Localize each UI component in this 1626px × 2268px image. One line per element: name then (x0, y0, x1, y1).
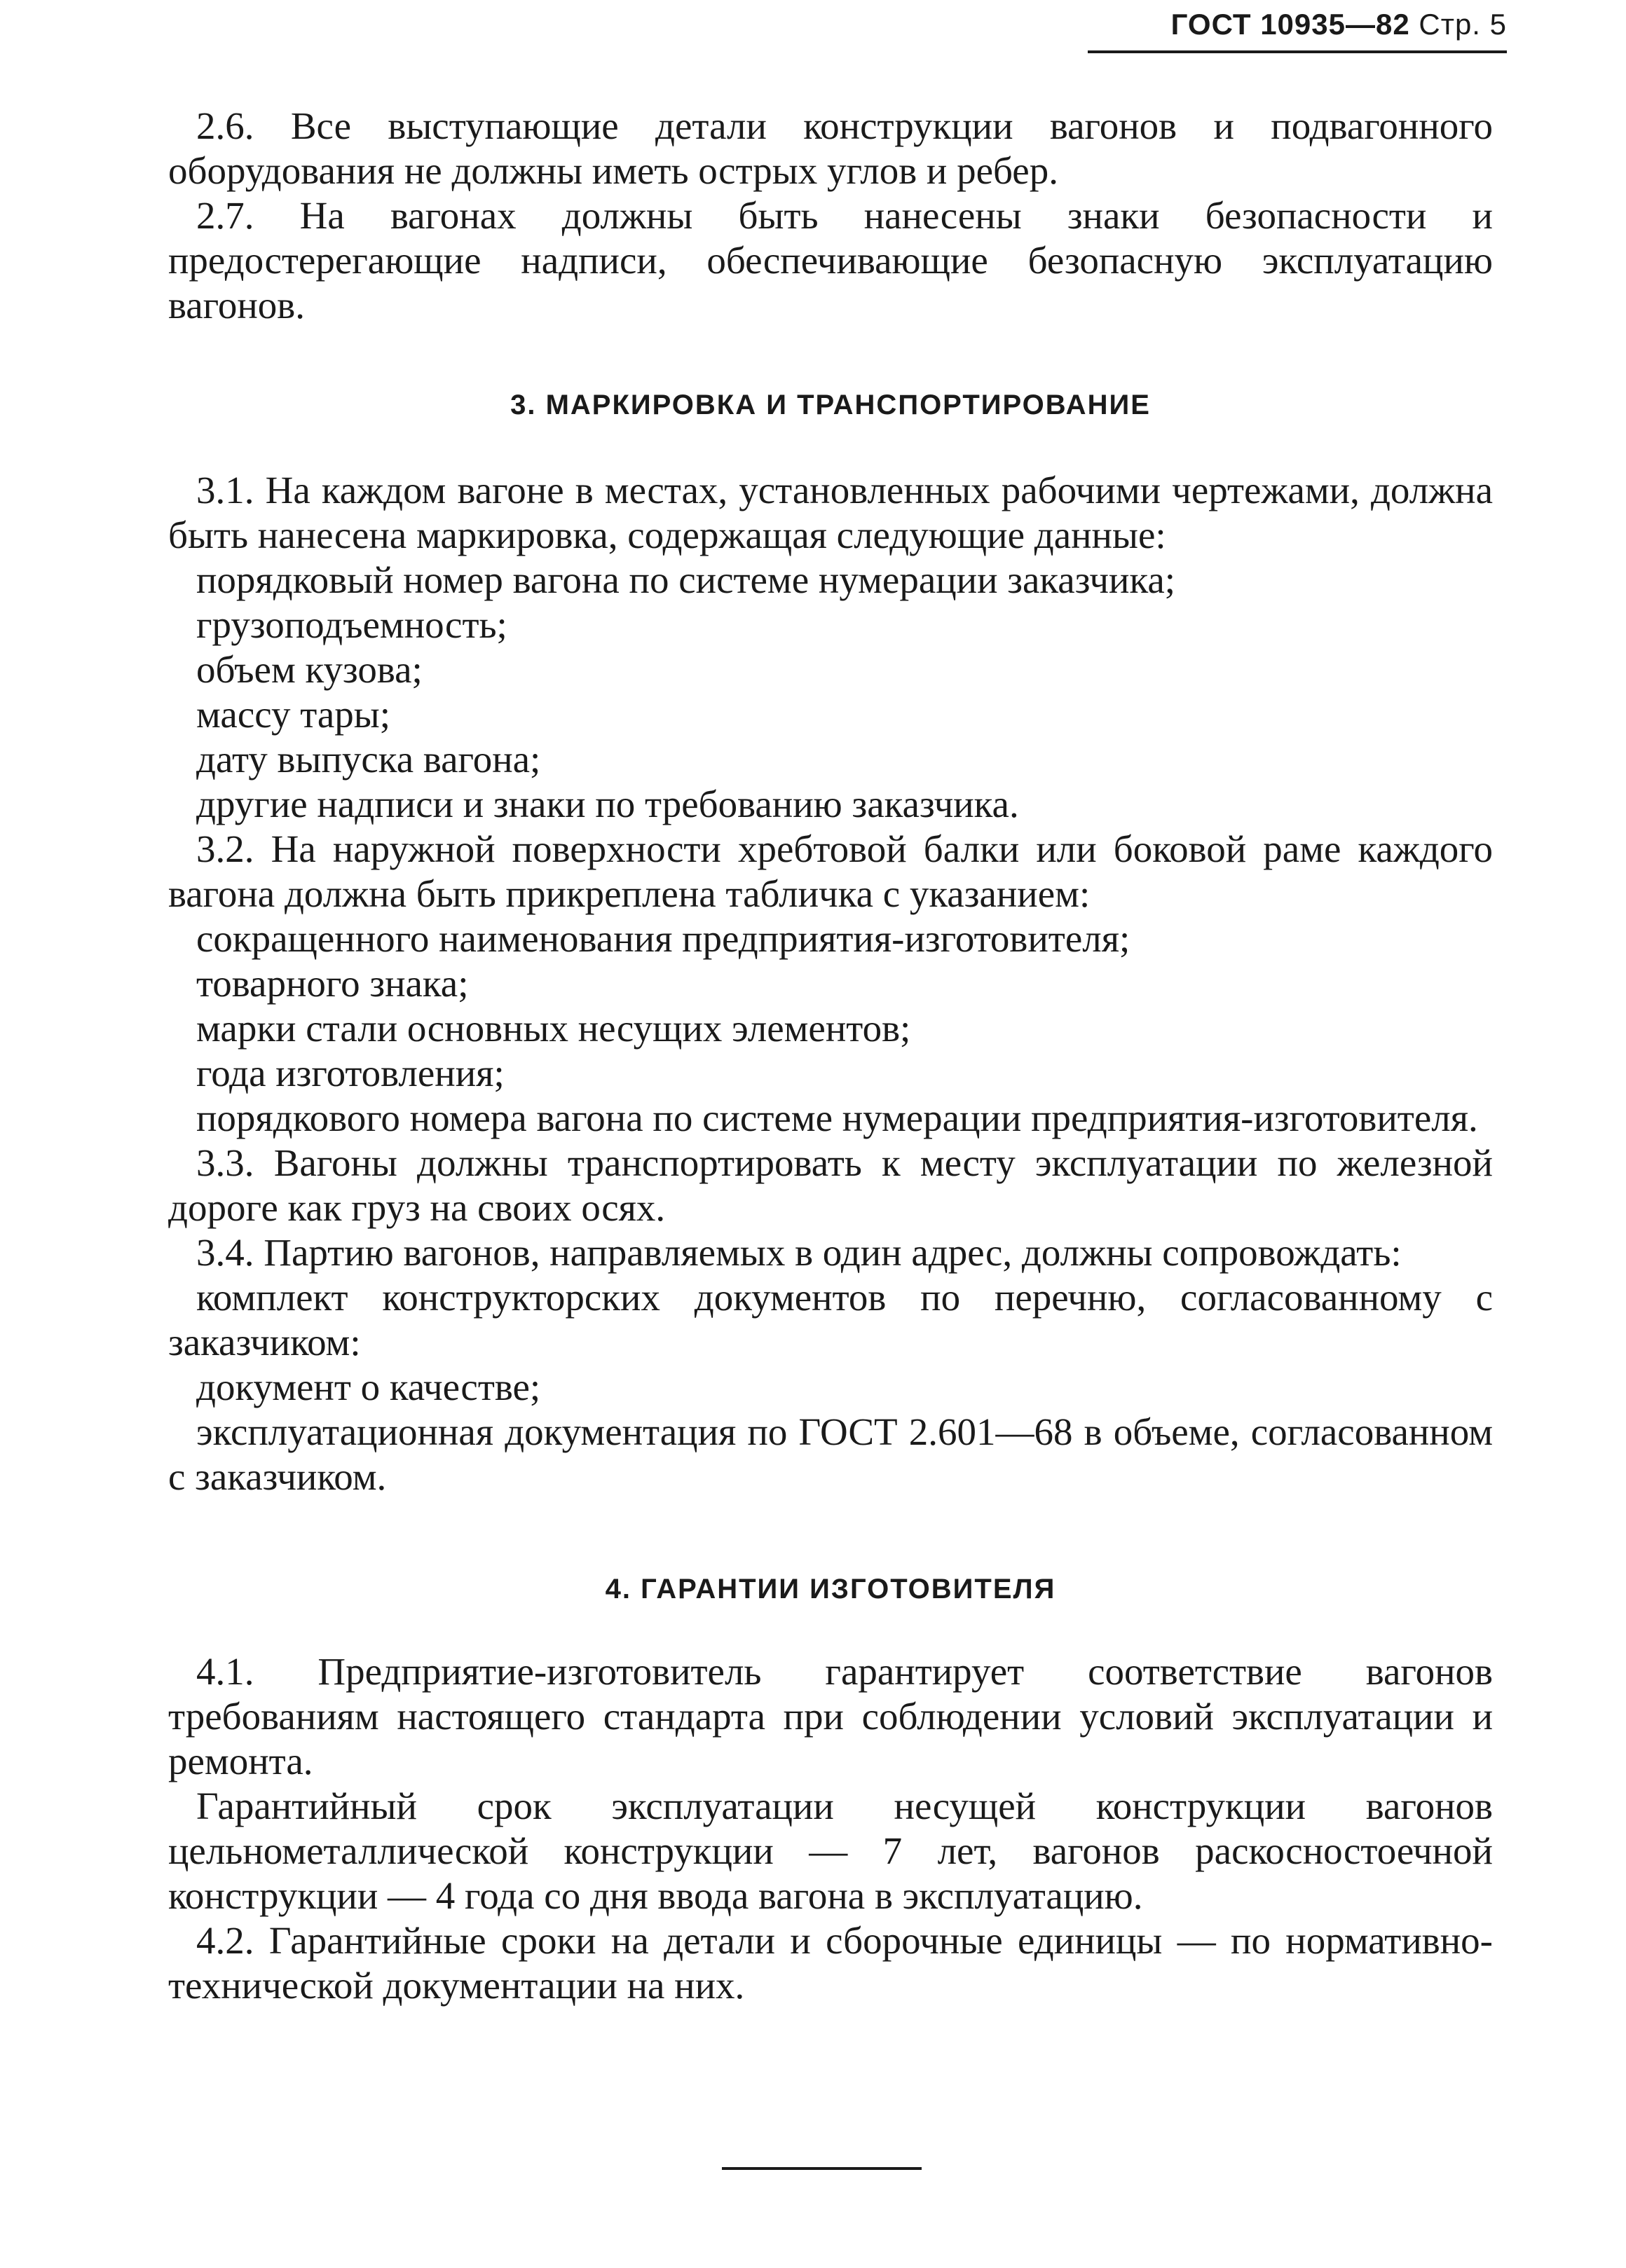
document-code: ГОСТ 10935—82 (1170, 8, 1410, 41)
list-item: грузоподъемность; (196, 603, 507, 646)
paragraph-3-4: 3.4. Партию вагонов, направляемых в один адрес, должны сопровождать: (196, 1231, 1402, 1274)
list-item: марки стали основных несущих элементов; (196, 1007, 911, 1050)
paragraph-3-3: 3.3. Вагоны должны транспортировать к месту эксплуатации по железной дороге как груз на своих осях. (168, 1141, 1493, 1229)
list-item: массу тары; (196, 693, 391, 736)
page-header (1086, 4, 1507, 45)
list-item: года изготовления; (196, 1052, 505, 1094)
page-number: Стр. 5 (1419, 8, 1507, 41)
section-heading-4: 4. ГАРАНТИИ ИЗГОТОВИТЕЛЯ (605, 1574, 1056, 1604)
header-rule (1088, 50, 1507, 53)
list-item: объем кузова; (196, 648, 423, 691)
paragraph-3-2: 3.2. На наружной поверхности хребтовой балки или боковой раме каждого вагона должна быть прикреплена табличка с указанием: (168, 827, 1493, 915)
list-item: комплект конструкторских документов по перечню, согласованному с заказчиком: (168, 1276, 1493, 1363)
list-item: товарного знака; (196, 962, 469, 1005)
end-rule (722, 2167, 922, 2170)
list-item (168, 1096, 1493, 1141)
list-item: документ о качестве; (196, 1366, 541, 1408)
list-item: другие надписи и знаки по требованию заказчика. (196, 783, 1019, 825)
paragraph-4-1-warranty: Гарантийный срок эксплуатации несущей конструкции вагонов цельнометаллической конструкции — 7 лет, вагонов раскосностоечной конструкции — 4 года со дня ввода вагона в эксплуатацию. (168, 1785, 1493, 1917)
list-item: сокращенного наименования предприятия-изготовителя; (196, 917, 1130, 960)
section-heading-3: 3. МАРКИРОВКА И ТРАНСПОРТИРОВАНИЕ (510, 390, 1151, 420)
paragraph-4-2: 4.2. Гарантийные сроки на детали и сборочные единицы — по нормативно-технической документации на них. (168, 1919, 1493, 2007)
paragraph-3-1: 3.1. На каждом вагоне в местах, установленных рабочими чертежами, должна быть нанесена маркировка, содержащая следующие данные: (168, 469, 1493, 556)
list-item: дату выпуска вагона; (196, 738, 541, 781)
paragraph-2-6: 2.6. Все выступающие детали конструкции вагонов и подвагонного оборудования не должны иметь острых углов и ребер. (168, 104, 1493, 192)
list-item-text: порядкового номера вагона по системе нумерации предприятия-изготовителя. (196, 1097, 1478, 1139)
document-body (168, 104, 1493, 2008)
list-item: эксплуатационная документация по ГОСТ 2.601—68 в объеме, согласованном с заказчиком. (168, 1410, 1493, 1498)
paragraph-4-1: 4.1. Предприятие-изготовитель гарантирует соответствие вагонов требованиям настоящего стандарта при соблюдении условий эксплуатации и ремонта. (168, 1650, 1493, 1782)
list-item: порядковый номер вагона по системе нумерации заказчика; (196, 558, 1176, 601)
paragraph-2-7: 2.7. На вагонах должны быть нанесены знаки безопасности и предостерегающие надписи, обеспечивающие безопасную эксплуатацию вагонов. (168, 194, 1493, 327)
